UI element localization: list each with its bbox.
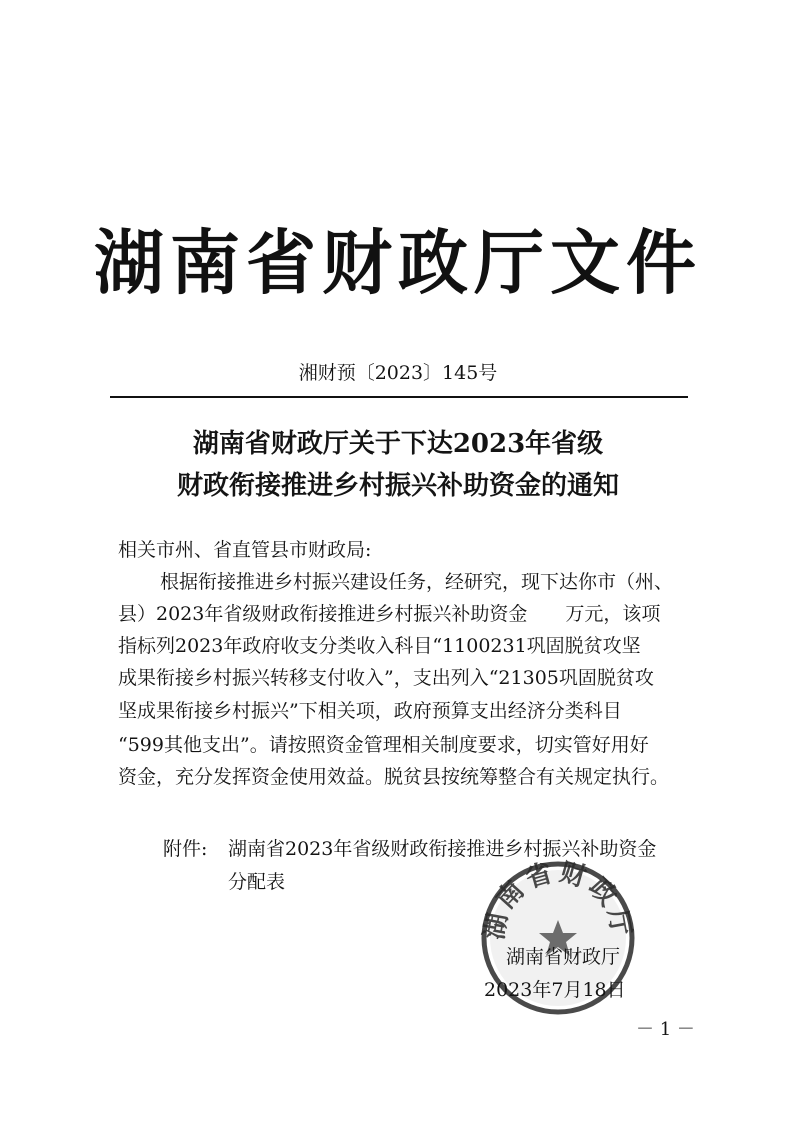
body-line: 坚成果衔接乡村振兴”下相关项，政府预算支出经济分类科目 xyxy=(118,700,622,722)
document-number: 湘财预〔2023〕145号 xyxy=(298,362,498,384)
attachment-label: 附件: xyxy=(163,838,208,860)
attachment-line-1: 湖南省2023年省级财政衔接推进乡村振兴补助资金 xyxy=(228,838,657,860)
body-line: 指标列2023年政府收支分类收入科目“1100231巩固脱贫攻坚 xyxy=(118,635,641,657)
salutation: 相关市州、省直管县市财政局: xyxy=(118,539,372,561)
notice-title-line-1: 湖南省财政厅关于下达2023年省级 xyxy=(192,429,604,459)
body-line: 资金，充分发挥资金使用效益。脱贫县按统筹整合有关规定执行。 xyxy=(118,766,670,788)
body-line: 成果衔接乡村振兴转移支付收入”，支出列入“21305巩固脱贫攻 xyxy=(118,667,654,689)
seal-text: 湖南省财政厅 xyxy=(479,858,637,942)
page-number: － 1 － xyxy=(636,1019,695,1040)
document-header-title: 湖南省财政厅文件 xyxy=(94,222,702,304)
notice-title-line-2: 财政衔接推进乡村振兴补助资金的通知 xyxy=(176,471,619,501)
body-line: “599其他支出”。请按照资金管理相关制度要求，切实管好用好 xyxy=(118,734,649,756)
body-line: 县）2023年省级财政衔接推进乡村振兴补助资金 万元，该项 xyxy=(118,603,661,625)
signing-date: 2023年7月18日 xyxy=(484,979,626,1001)
signing-organization: 湖南省财政厅 xyxy=(506,946,621,968)
attachment-line-2: 分配表 xyxy=(228,871,286,893)
header-divider xyxy=(110,396,688,398)
body-line: 根据衔接推进乡村振兴建设任务，经研究，现下达你市（州、 xyxy=(160,571,674,593)
